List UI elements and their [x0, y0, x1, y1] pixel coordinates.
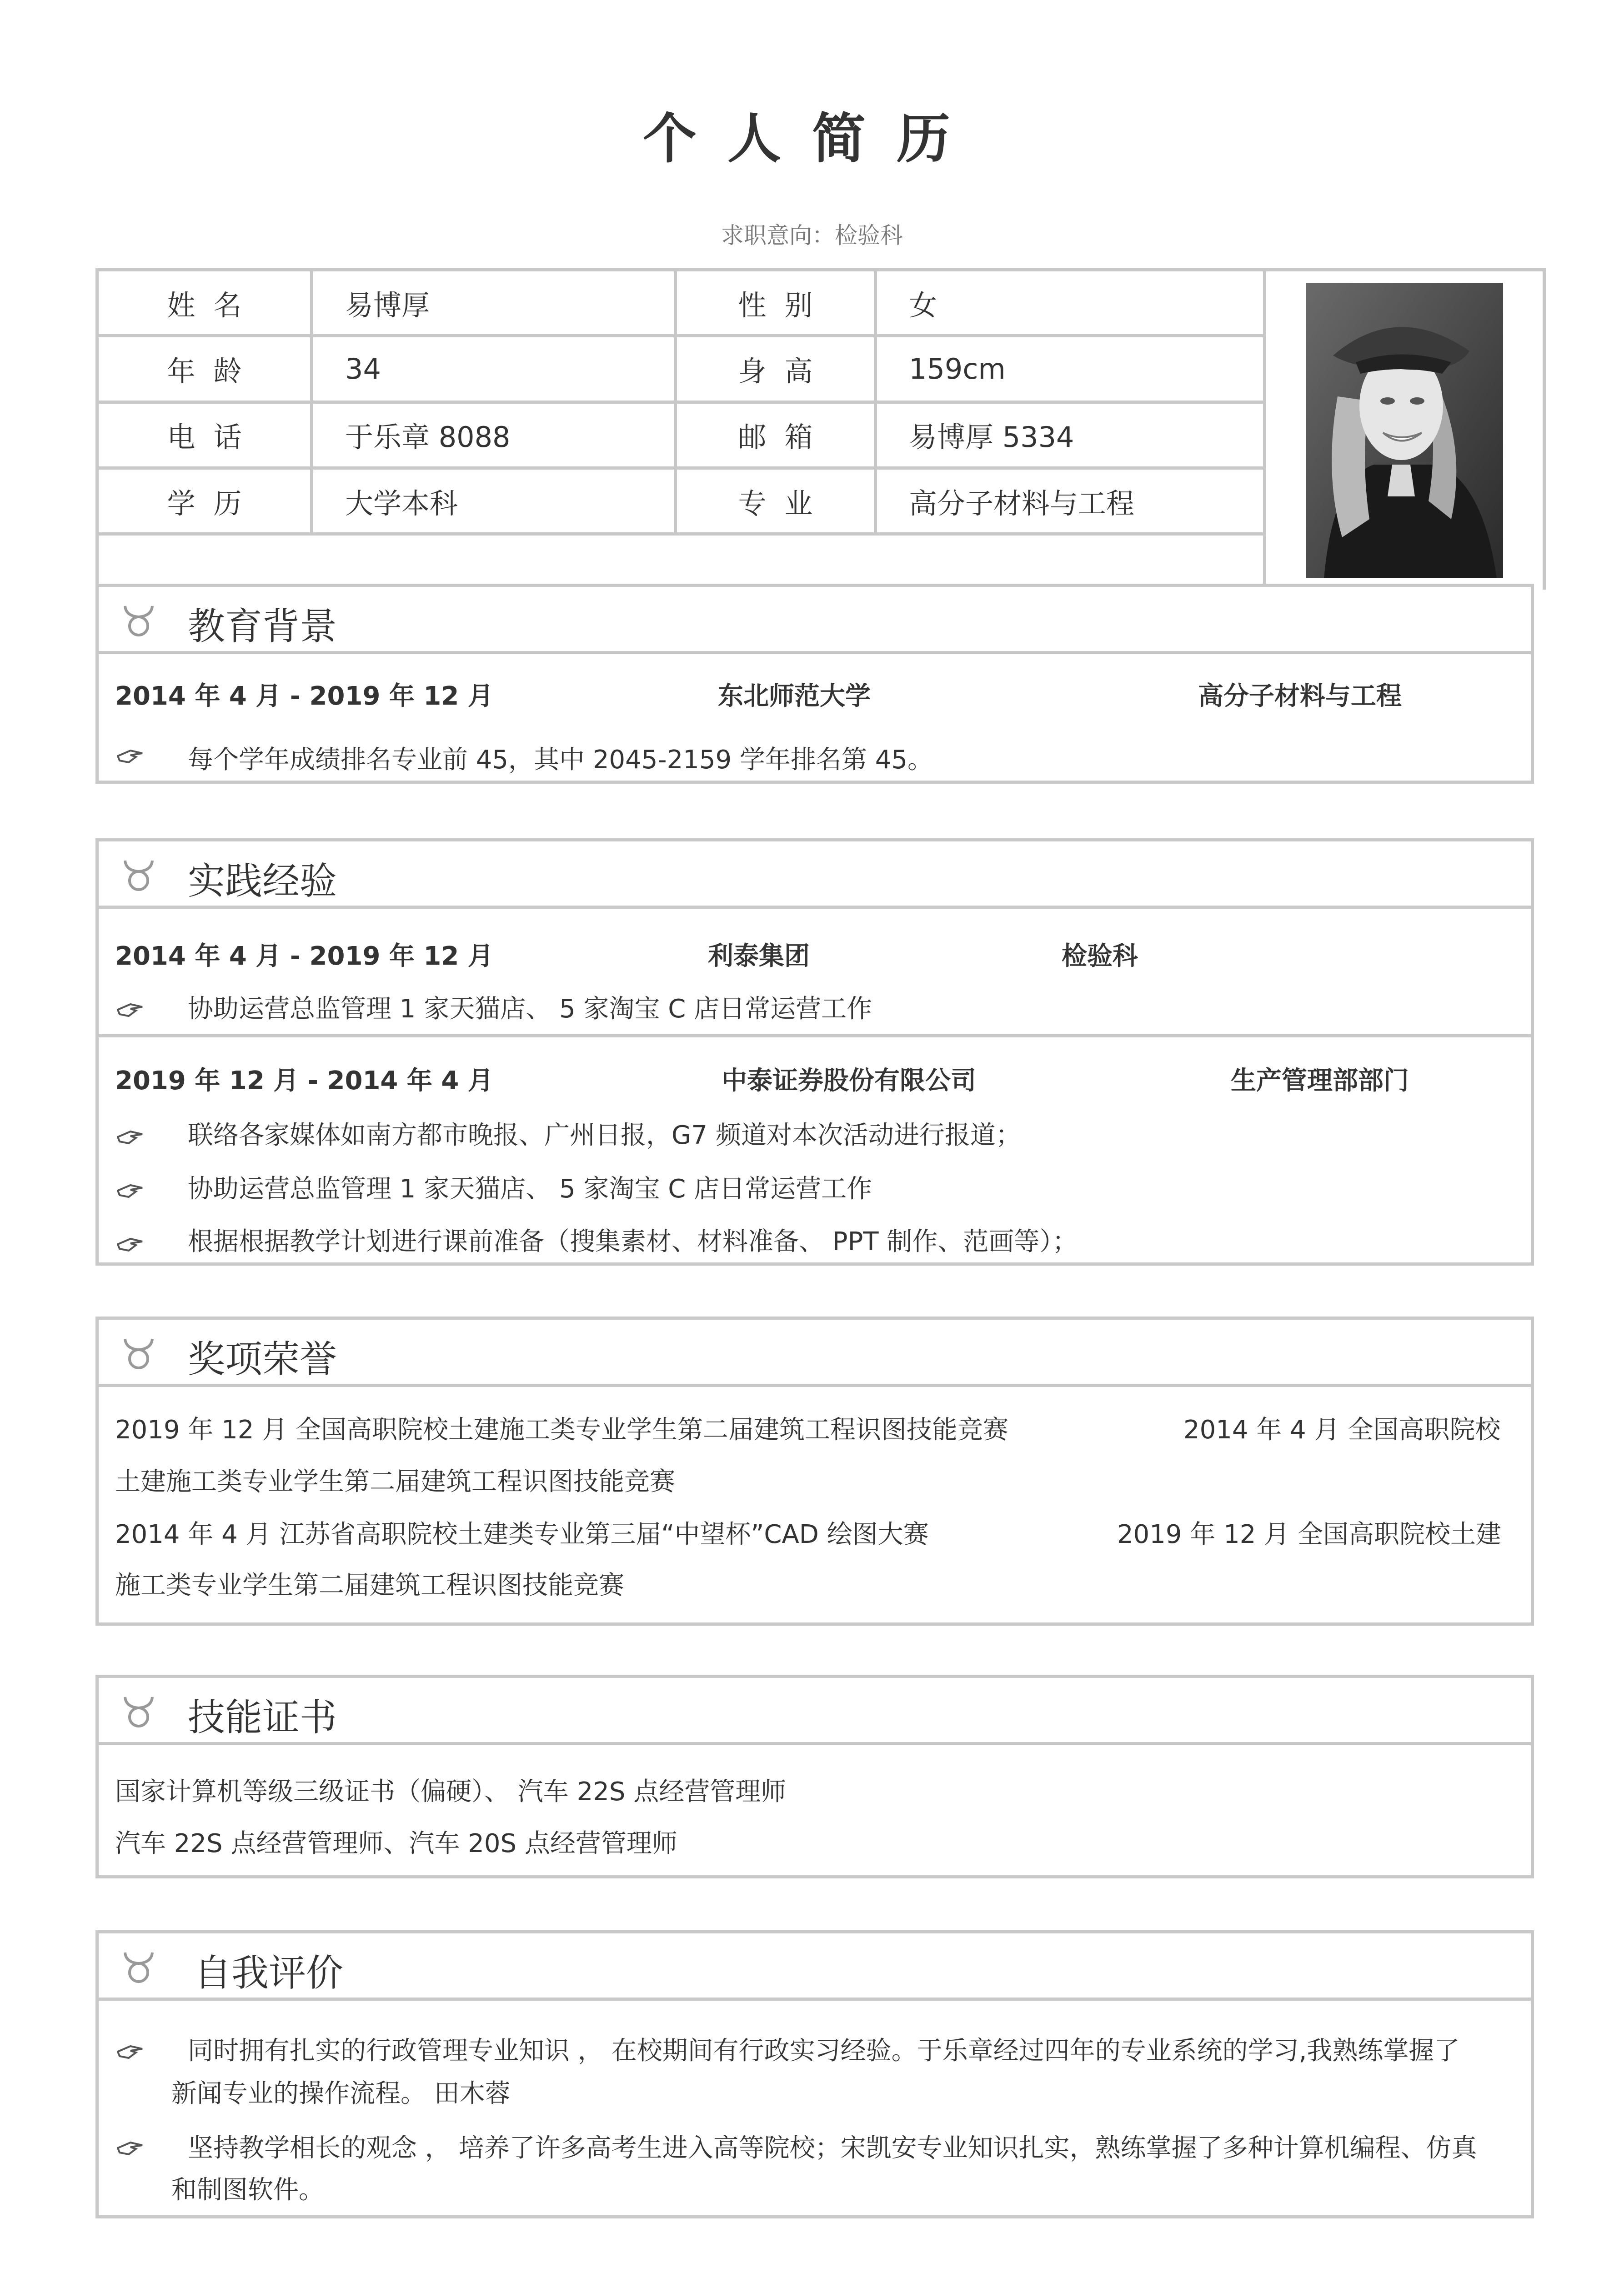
portrait-photo [1306, 283, 1503, 578]
award-line: 土建施工类专业学生第二届建筑工程识图技能竞赛 [115, 1467, 675, 1497]
practice-section [95, 838, 1534, 1266]
section-title: 奖项荣誉 [188, 1338, 337, 1381]
info-value: 于乐章 8088 [312, 402, 676, 468]
info-label: 性别 [676, 270, 876, 336]
info-label: 姓名 [97, 270, 312, 336]
cert-line: 国家计算机等级三级证书（偏硬）、 汽车 22S 点经营管理师 [115, 1777, 787, 1807]
job-item: 协助运营总监管理 1 家天猫店、 5 家淘宝 C 店日常运营工作 [188, 1174, 872, 1204]
job-company: 中泰证券股份有限公司 [722, 1066, 976, 1096]
section-header [99, 1933, 1531, 2001]
award-line: 2014 年 4 月 全国高职院校 [1183, 1415, 1501, 1445]
section-header [99, 1678, 1531, 1745]
info-label: 邮箱 [676, 402, 876, 468]
awards-section [95, 1317, 1534, 1626]
pointing-hand-icon [117, 2043, 143, 2061]
info-value: 159cm [876, 336, 1265, 402]
education-section [95, 584, 1534, 784]
pointing-hand-icon [117, 747, 143, 765]
taurus-icon [120, 1949, 157, 1985]
job-intent-value: 检验科 [835, 222, 903, 249]
section-title: 教育背景 [188, 605, 337, 648]
self-eval-line: 和制图软件。 [171, 2175, 324, 2205]
section-title: 实践经验 [188, 860, 337, 903]
pointing-hand-icon [117, 1182, 143, 1200]
taurus-icon [120, 1693, 157, 1730]
photo-cell [1265, 270, 1544, 590]
taurus-icon [120, 857, 157, 893]
job-period: 2019 年 12 月 - 2014 年 4 月 [115, 1066, 493, 1096]
section-header [99, 841, 1531, 909]
award-line: 2014 年 4 月 江苏省高职院校土建类专业第三届“中望杯”CAD 绘图大赛 [115, 1520, 929, 1549]
self-eval-section [95, 1930, 1534, 2218]
edu-major: 高分子材料与工程 [1198, 681, 1402, 711]
edu-school: 东北师范大学 [718, 681, 871, 711]
award-line: 施工类专业学生第二届建筑工程识图技能竞赛 [115, 1571, 624, 1600]
pointing-hand-icon [117, 1128, 143, 1146]
info-value: 易博厚 [312, 270, 676, 336]
certs-section [95, 1675, 1534, 1878]
job-item: 协助运营总监管理 1 家天猫店、 5 家淘宝 C 店日常运营工作 [188, 994, 872, 1024]
award-line: 2019 年 12 月 全国高职院校土建 [1117, 1520, 1501, 1549]
info-label: 电话 [97, 402, 312, 468]
award-line: 2019 年 12 月 全国高职院校土建施工类专业学生第二届建筑工程识图技能竞赛 [115, 1415, 1008, 1445]
info-row [97, 270, 1544, 336]
info-label: 学历 [97, 468, 312, 534]
info-value: 女 [876, 270, 1265, 336]
section-header [99, 1320, 1531, 1387]
pointing-hand-icon [117, 1235, 143, 1253]
self-eval-line: 同时拥有扎实的行政管理专业知识 ， 在校期间有行政实习经验。于乐章经过四年的专业系统的学习,我熟练掌握了 [188, 2036, 1460, 2066]
info-value: 34 [312, 336, 676, 402]
info-label: 身高 [676, 336, 876, 402]
job-intent [0, 217, 1624, 250]
pointing-hand-icon [117, 2139, 143, 2157]
section-header [99, 587, 1531, 654]
job-role: 生产管理部部门 [1231, 1066, 1409, 1096]
entry-divider [99, 1034, 1531, 1037]
section-title: 自我评价 [194, 1952, 344, 1995]
job-role: 检验科 [1062, 941, 1138, 971]
job-company: 利泰集团 [708, 941, 810, 971]
info-spacer [97, 534, 1265, 590]
job-item: 根据根据教学计划进行课前准备（搜集素材、材料准备、 PPT 制作、范画等）； [188, 1227, 1078, 1257]
info-value: 易博厚 5334 [876, 402, 1265, 468]
info-label: 年龄 [97, 336, 312, 402]
job-item: 联络各家媒体如南方都市晚报、广州日报，G7 频道对本次活动进行报道； [188, 1121, 1021, 1150]
personal-info-table [95, 268, 1546, 590]
self-eval-line: 新闻专业的操作流程。 田木蓉 [171, 2079, 511, 2108]
cert-line: 汽车 22S 点经营管理师、汽车 20S 点经营管理师 [115, 1829, 677, 1858]
taurus-icon [120, 1335, 157, 1372]
edu-item: 每个学年成绩排名专业前 45，其中 2045-2159 学年排名第 45。 [188, 745, 933, 775]
job-period: 2014 年 4 月 - 2019 年 12 月 [115, 941, 493, 971]
info-label: 专业 [676, 468, 876, 534]
pointing-hand-icon [117, 1001, 143, 1019]
taurus-icon [120, 602, 157, 639]
self-eval-line: 坚持教学相长的观念 ， 培养了许多高考生进入高等院校；宋凯安专业知识扎实，熟练掌握了多种计算机编程、仿真 [188, 2133, 1477, 2163]
info-value: 高分子材料与工程 [876, 468, 1265, 534]
edu-period: 2014 年 4 月 - 2019 年 12 月 [115, 681, 493, 711]
page-title: 个人简历 [642, 107, 981, 170]
job-intent-label: 求职意向： [721, 222, 835, 249]
section-title: 技能证书 [188, 1696, 337, 1739]
info-value: 大学本科 [312, 468, 676, 534]
